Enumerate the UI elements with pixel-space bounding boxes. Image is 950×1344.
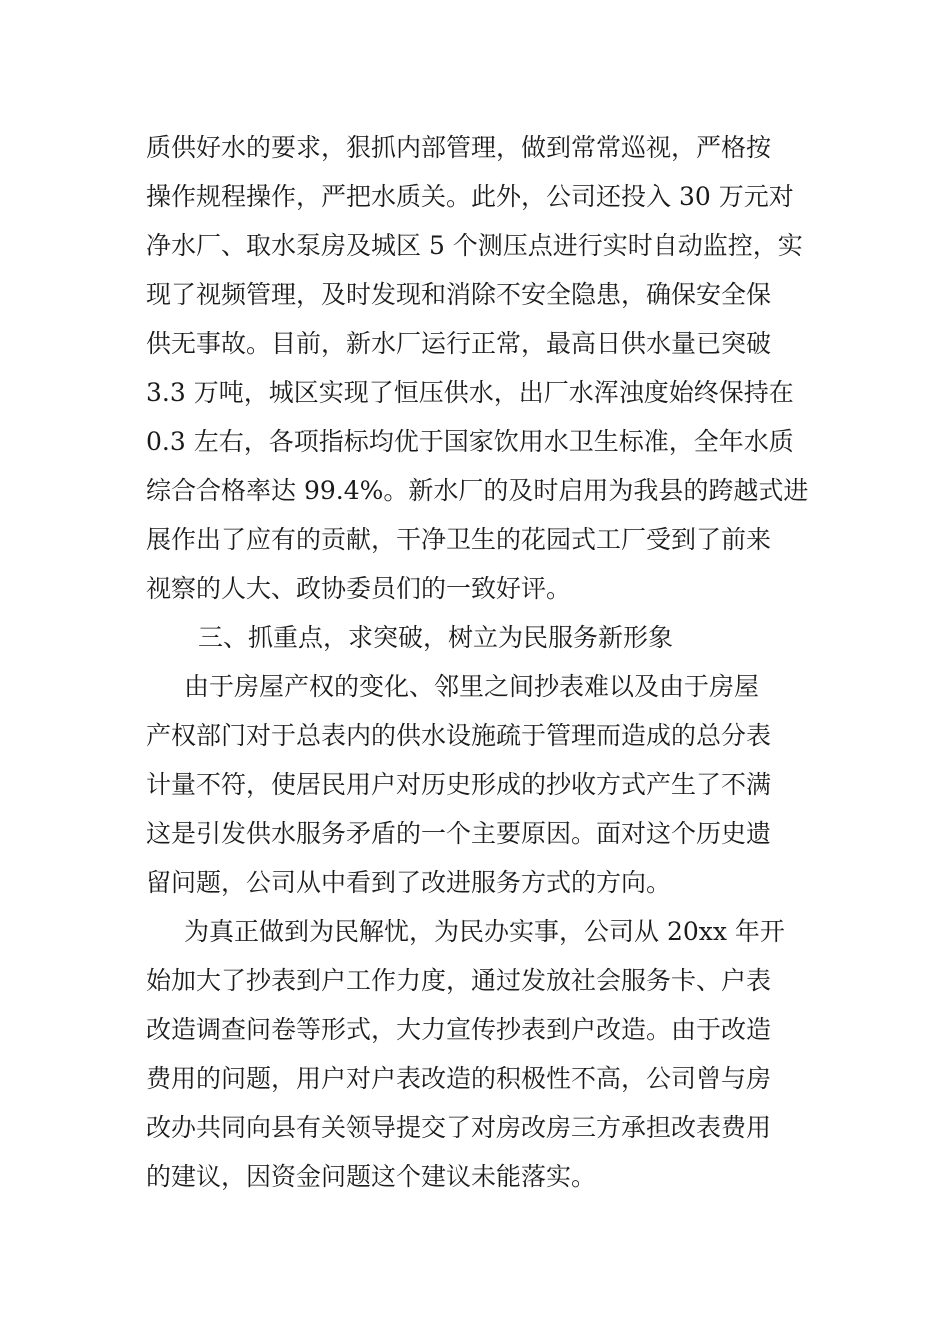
paragraph-first-line: 为真正做到为民解忧，为民办实事，公司从 20xx 年开 — [184, 917, 785, 946]
text-line: 产权部门对于总表内的供水设施疏于管理而造成的总分表 — [146, 721, 772, 750]
text-line: 综合合格率达 99.4%。新水厂的及时启用为我县的跨越式进 — [146, 476, 809, 505]
paragraph-first-line: 由于房屋产权的变化、邻里之间抄表难以及由于房屋 — [184, 672, 760, 701]
text-line: 计量不符，使居民用户对历史形成的抄收方式产生了不满 — [146, 770, 772, 799]
text-line: 费用的问题，用户对户表改造的积极性不高，公司曾与房 — [146, 1064, 772, 1093]
text-line: 始加大了抄表到户工作力度，通过发放社会服务卡、户表 — [146, 966, 772, 995]
text-line: 的建议，因资金问题这个建议未能落实。 — [146, 1162, 597, 1191]
text-line: 这是引发供水服务矛盾的一个主要原因。面对这个历史遗 — [146, 819, 772, 848]
text-line: 操作规程操作，严把水质关。此外，公司还投入 30 万元对 — [146, 182, 794, 211]
text-line: 展作出了应有的贡献，干净卫生的花园式工厂受到了前来 — [146, 525, 772, 554]
text-line: 现了视频管理，及时发现和消除不安全隐患，确保安全保 — [146, 280, 772, 309]
text-line: 改造调查问卷等形式，大力宣传抄表到户改造。由于改造 — [146, 1015, 772, 1044]
text-line: 供无事故。目前，新水厂运行正常，最高日供水量已突破 — [146, 329, 772, 358]
text-line: 0.3 左右，各项指标均优于国家饮用水卫生标准，全年水质 — [146, 427, 794, 456]
text-line: 改办共同向县有关领导提交了对房改房三方承担改表费用 — [146, 1113, 772, 1142]
text-line: 视察的人大、政协委员们的一致好评。 — [146, 574, 572, 603]
text-line: 质供好水的要求，狠抓内部管理，做到常常巡视，严格按 — [146, 133, 772, 162]
body-text — [146, 123, 810, 1201]
text-line: 留问题，公司从中看到了改进服务方式的方向。 — [146, 868, 672, 897]
text-line: 净水厂、取水泵房及城区 5 个测压点进行实时自动监控，实 — [146, 231, 803, 260]
text-line: 3.3 万吨，城区实现了恒压供水，出厂水浑浊度始终保持在 — [146, 378, 794, 407]
section-heading: 三、抓重点，求突破，树立为民服务新形象 — [198, 623, 674, 652]
